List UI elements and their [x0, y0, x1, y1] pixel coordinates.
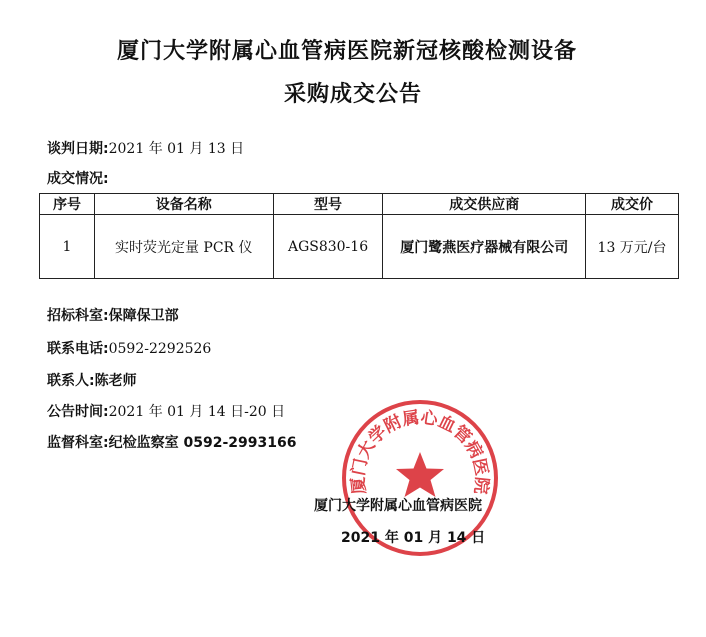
- info-supervisor: [47, 432, 296, 452]
- info-period-value: 2021 年 01 月 14 日-20 日: [108, 404, 286, 420]
- col-header-price: 成交价: [586, 194, 679, 215]
- cell-no: 1: [40, 215, 95, 279]
- col-header-name: 设备名称: [94, 194, 273, 215]
- col-header-supplier: 成交供应商: [383, 194, 586, 215]
- table-header-row: [40, 194, 679, 215]
- info-contact-label: 联系人:: [47, 373, 95, 389]
- deal-label: 成交情况:: [47, 171, 109, 187]
- negotiation-date-value: 2021 年 01 月 13 日: [108, 141, 245, 157]
- info-supervisor-value: 纪检监察室 0592-2993166: [108, 435, 297, 451]
- deal-section-label: [47, 168, 109, 188]
- info-dept-value: 保障保卫部: [108, 308, 179, 324]
- info-dept: [47, 305, 179, 325]
- signature-org: 厦门大学附属心血管病医院: [314, 498, 482, 514]
- star-icon: [396, 452, 444, 497]
- info-phone-value: 0592-2292526: [108, 341, 212, 357]
- seal-text: 厦门大学附属心血管病医院: [348, 407, 492, 496]
- col-header-no: 序号: [40, 194, 95, 215]
- info-dept-label: 招标科室:: [47, 308, 109, 324]
- info-phone-label: 联系电话:: [47, 341, 109, 357]
- page-title: 厦门大学附属心血管病医院新冠核酸检测设备: [116, 39, 577, 64]
- award-table: [39, 193, 679, 279]
- info-contact: [47, 370, 137, 390]
- table-row: [40, 215, 679, 279]
- cell-price: 13 万元/台: [586, 215, 679, 279]
- info-contact-value: 陈老师: [94, 373, 137, 389]
- page-subtitle: 采购成交公告: [283, 82, 422, 107]
- signature-date: 2021 年 01 月 14 日: [341, 530, 486, 546]
- info-supervisor-label: 监督科室:: [47, 435, 109, 451]
- info-phone: [47, 338, 211, 358]
- col-header-model: 型号: [273, 194, 383, 215]
- negotiation-date: [47, 138, 244, 158]
- cell-supplier: 厦门鹭燕医疗器械有限公司: [383, 215, 586, 279]
- info-period: [47, 401, 285, 421]
- negotiation-date-label: 谈判日期:: [47, 141, 109, 157]
- cell-model: AGS830-16: [273, 215, 383, 279]
- info-period-label: 公告时间:: [47, 404, 109, 420]
- cell-name: 实时荧光定量 PCR 仪: [94, 215, 273, 279]
